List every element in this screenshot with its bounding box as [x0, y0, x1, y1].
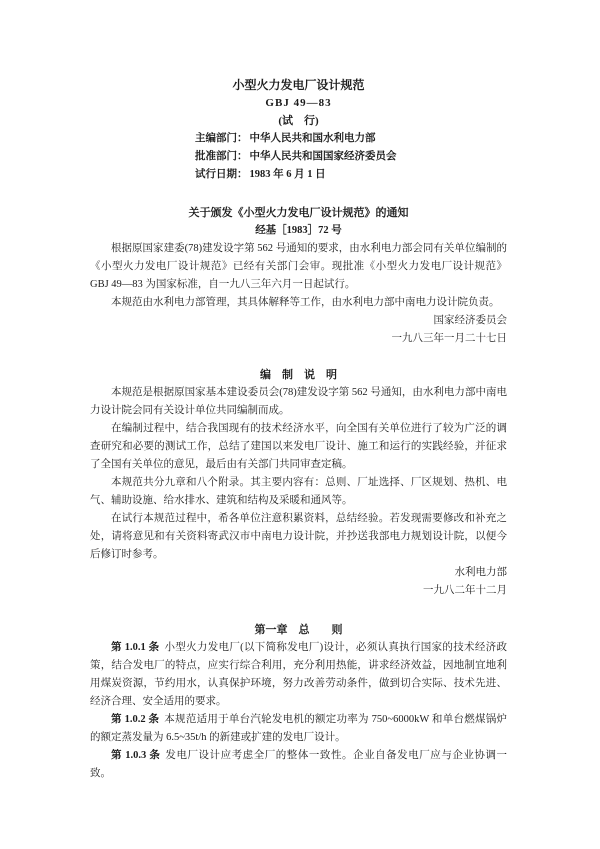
meta-label: 试行日期：	[195, 169, 248, 180]
compilation-paragraph: 本规范共分九章和八个附录。其主要内容有：总则、厂址选择、厂区规划、热机、电气、辅助设施、给水排水、建筑和结构及采暖和通风等。	[90, 477, 507, 506]
meta-row-chief-dept	[195, 130, 507, 148]
meta-label: 主编部门：	[195, 133, 248, 144]
article-paragraph	[90, 639, 507, 711]
article-label: 第 1.0.3 条	[111, 750, 161, 761]
notice-doc-number: 经基［1983］72 号	[255, 225, 342, 236]
compilation-paragraph: 本规范是根据原国家基本建设委员会(78)建发设字第 562 号通知，由水利电力部中南电力设计院会同有关设计单位共同编制而成。	[90, 387, 507, 416]
article-text: 本规范适用于单台汽轮发电机的额定功率为 750~6000kW 和单台燃煤锅炉的额定蒸发量为 6.5~35t/h 的新建或扩建的发电厂设计。	[90, 714, 507, 743]
notice-sign-date: 一九八三年一月二十七日	[391, 333, 507, 344]
notice-section	[90, 204, 507, 348]
compilation-heading: 编 制 说 明	[260, 369, 337, 381]
compilation-paragraph: 在试行本规范过程中，希各单位注意积累资料，总结经验。若发现需要修改和补充之处，请将意见和有关资料寄武汉市中南电力设计院，并抄送我部电力规划设计院，以便今后修订时参考。	[90, 513, 507, 560]
compilation-sign-date: 一九八二年十二月	[423, 585, 507, 596]
notice-paragraph: 本规范由水利电力部管理，其具体解释等工作，由水利电力部中南电力设计院负责。	[111, 297, 500, 308]
article-paragraph	[90, 747, 507, 783]
title-block	[90, 76, 507, 184]
meta-value: 中华人民共和国国家经济委员会	[249, 151, 397, 162]
article-paragraph	[90, 711, 507, 747]
notice-signer: 国家经济委员会	[433, 315, 507, 326]
chapter-section	[90, 621, 507, 783]
article-text: 发电厂设计应考虑全厂的整体一致性。企业自备发电厂应与企业协调一致。	[90, 750, 508, 779]
compilation-signer: 水利电力部	[454, 567, 507, 578]
article-label: 第 1.0.1 条	[111, 642, 160, 653]
chapter-heading: 第一章 总 则	[254, 624, 343, 636]
meta-value: 中华人民共和国水利电力部	[249, 133, 376, 144]
article-label: 第 1.0.2 条	[111, 714, 160, 725]
compilation-paragraph: 在编制过程中，结合我国现有的技术经济水平，向全国有关单位进行了较为广泛的调查研究和必要的测试工作，总结了建国以来发电厂设计、施工和运行的实践经验，并征求了全国有关单位的意见，最后由有关部门共同审查定稿。	[90, 423, 507, 470]
compilation-section	[90, 366, 507, 600]
doc-title: 小型火力发电厂设计规范	[232, 78, 365, 92]
notice-paragraph: 根据原国家建委(78)建发设字第 562 号通知的要求，由水利电力部会同有关单位编制的《小型火力发电厂设计规范》已经有关部门会审。现批准《小型火力发电厂设计规范》GBJ 49—83 为国家标准，自一九八三年六月一日起试行。	[90, 243, 507, 290]
meta-block	[195, 130, 507, 184]
meta-row-trial-date	[195, 166, 507, 184]
notice-heading: 关于颁发《小型火力发电厂设计规范》的通知	[188, 207, 409, 219]
meta-row-approval-dept	[195, 148, 507, 166]
article-text: 小型火力发电厂(以下简称发电厂)设计，必须认真执行国家的技术经济政策，结合发电厂的特点，应实行综合利用，充分利用热能，讲求经济效益，因地制宜地利用煤炭资源，节约用水，认真保护环境，努力改善劳动条件，做到切合实际、技术先进、经济合理、安全适用的要求。	[90, 642, 507, 707]
doc-code: GBJ 49—83	[265, 97, 332, 109]
meta-value: 1983 年 6 月 1 日	[249, 169, 326, 180]
meta-label: 批准部门：	[195, 151, 248, 162]
doc-status: (试 行)	[278, 115, 319, 127]
document-content	[90, 76, 507, 783]
